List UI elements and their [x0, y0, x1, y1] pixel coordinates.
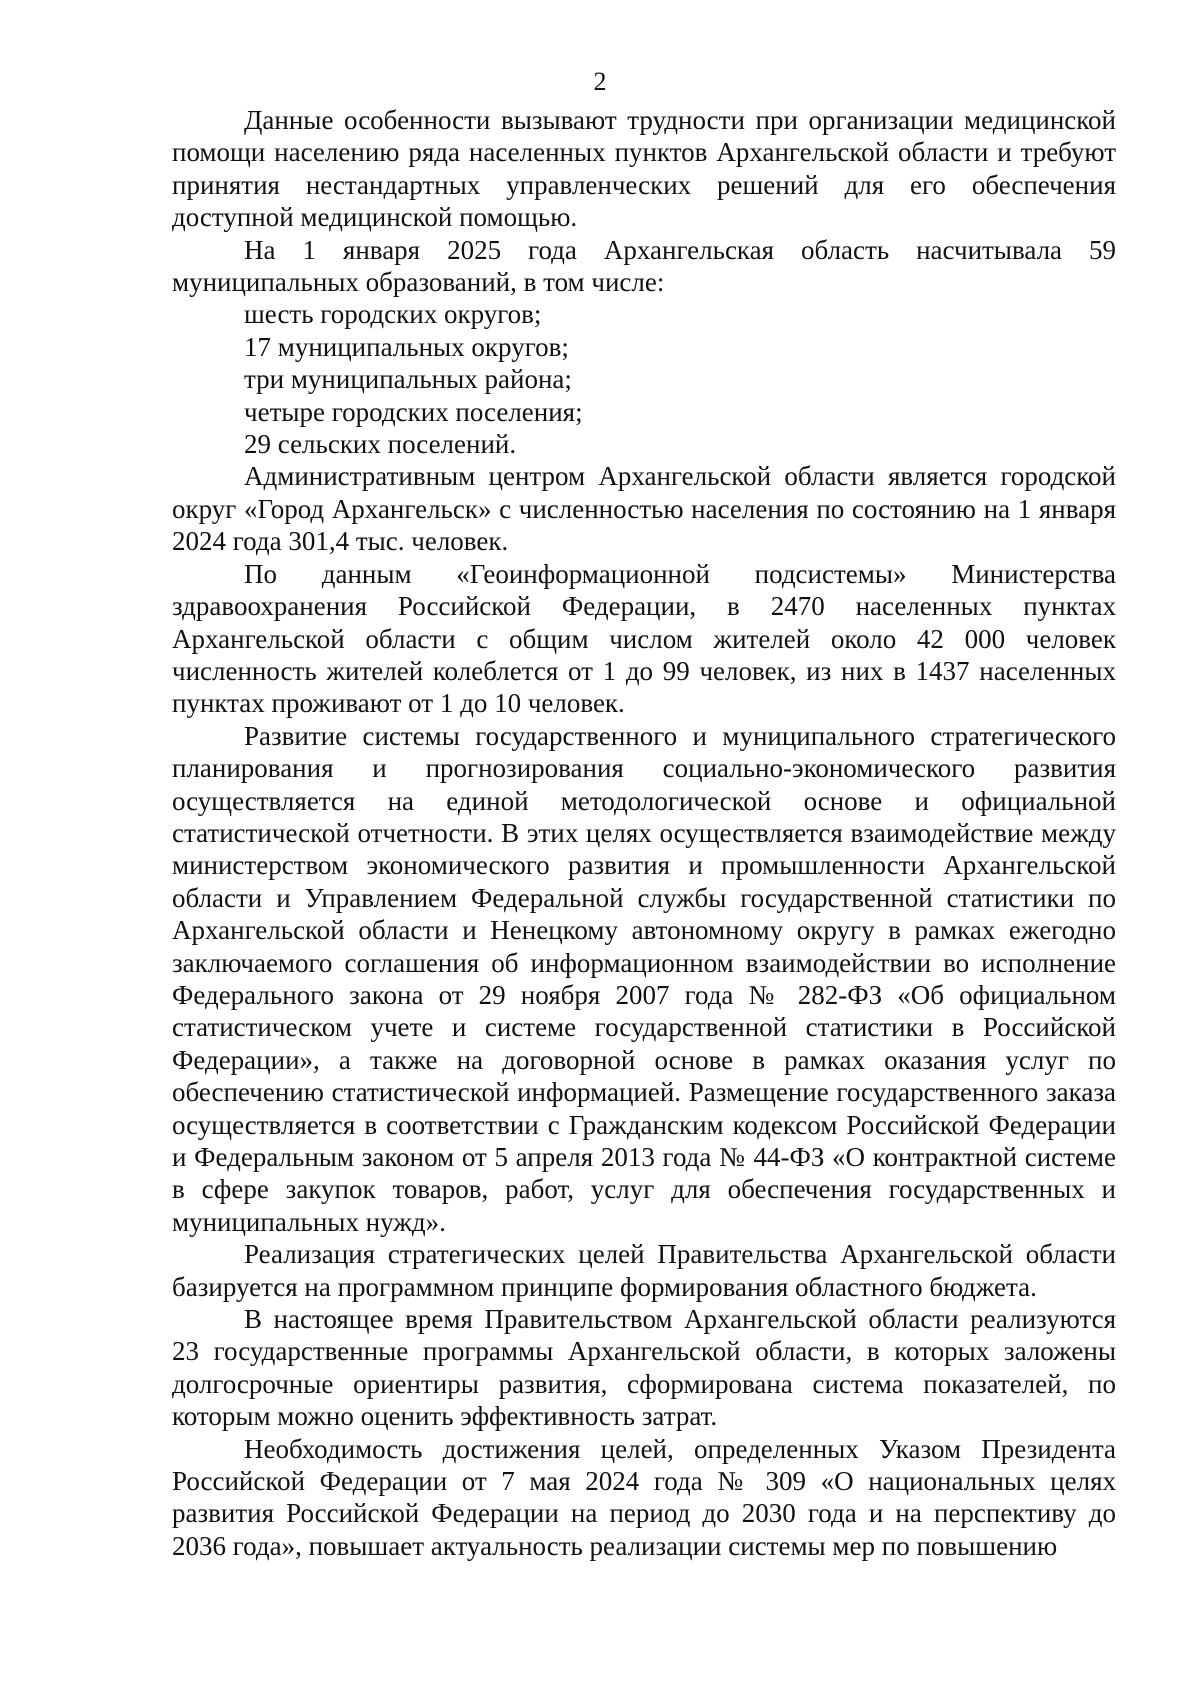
municipal-list [172, 298, 1116, 460]
paragraph-municipal-count: На 1 января 2025 года Архангельская область насчитывала 59 муниципальных образований, в том числе: [172, 234, 1116, 298]
paragraph-difficulties: Данные особенности вызывают трудности при организации медицинской помощи населению ряда населенных пунктов Архангельской области и требуют принятия нестандартных управленческих решений для его обеспечения доступной медицинской помощью. [172, 105, 1116, 233]
paragraph-national-goals: Необходимость достижения целей, определенных Указом Президента Российской Федерации от 7 мая 2024 года № 309 «О национальных целях развития Российской Федерации на период до 2030 года и на перспективу до 2036 года», повышает актуальность реализации системы мер по повышению [172, 1433, 1116, 1561]
list-item: три муниципальных района; [244, 364, 572, 395]
page-number: 2 [593, 67, 607, 96]
document-body [172, 104, 1116, 1562]
paragraph-administrative-center: Административным центром Архангельской области является городской округ «Город Архангельск» с численностью населения по состоянию на 1 января 2024 года 301,4 тыс. человек. [172, 461, 1116, 557]
paragraph-geoinformation-data: По данным «Геоинформационной подсистемы» Министерства здравоохранения Российской Федерации, в 2470 населенных пунктах Архангельской области с общим числом жителей около 42 000 человек численность жителей колеблется от 1 до 99 человек, из них в 1437 населенных пунктах проживают от 1 до 10 человек. [172, 558, 1116, 719]
list-item: шесть городских округов; [244, 299, 542, 330]
paragraph-budget-principle: Реализация стратегических целей Правительства Архангельской области базируется на программном принципе формирования областного бюджета. [172, 1239, 1116, 1302]
paragraph-strategic-planning: Развитие системы государственного и муниципального стратегического планирования и прогнозирования социально-экономического развития осуществляется на единой методологической основе и официальной статистической отчетности. В этих целях осуществляется взаимодействие между министерством экономического развития и промышленности Архангельской области и Управлением Федеральной службы государственной статистики по Архангельской области и Ненецкому автономному округу в рамках ежегодно заключаемого соглашения об информационном взаимодействии во исполнение Федерального закона от 29 ноября 2007 года № 282-ФЗ «Об официальном статистическом учете и системе государственной статистики в Российской Федерации», а также на договорной основе в рамках оказания услуг по обеспечению статистической информацией. Размещение государственного заказа осуществляется в соответствии с Гражданским кодексом Российской Федерации и Федеральным законом от 5 апреля 2013 года № 44-ФЗ «О контрактной системе в сфере закупок товаров, работ, услуг для обеспечения государственных и муниципальных нужд». [172, 720, 1116, 1237]
list-item: четыре городских поселения; [244, 396, 583, 427]
list-item: 29 сельских поселений. [244, 429, 517, 460]
paragraph-state-programs: В настоящее время Правительством Архангельской области реализуются 23 государственные программы Архангельской области, в которых заложены долгосрочные ориентиры развития, сформирована система показателей, по которым можно оценить эффективность затрат. [172, 1304, 1116, 1432]
list-item: 17 муниципальных округов; [244, 331, 569, 362]
